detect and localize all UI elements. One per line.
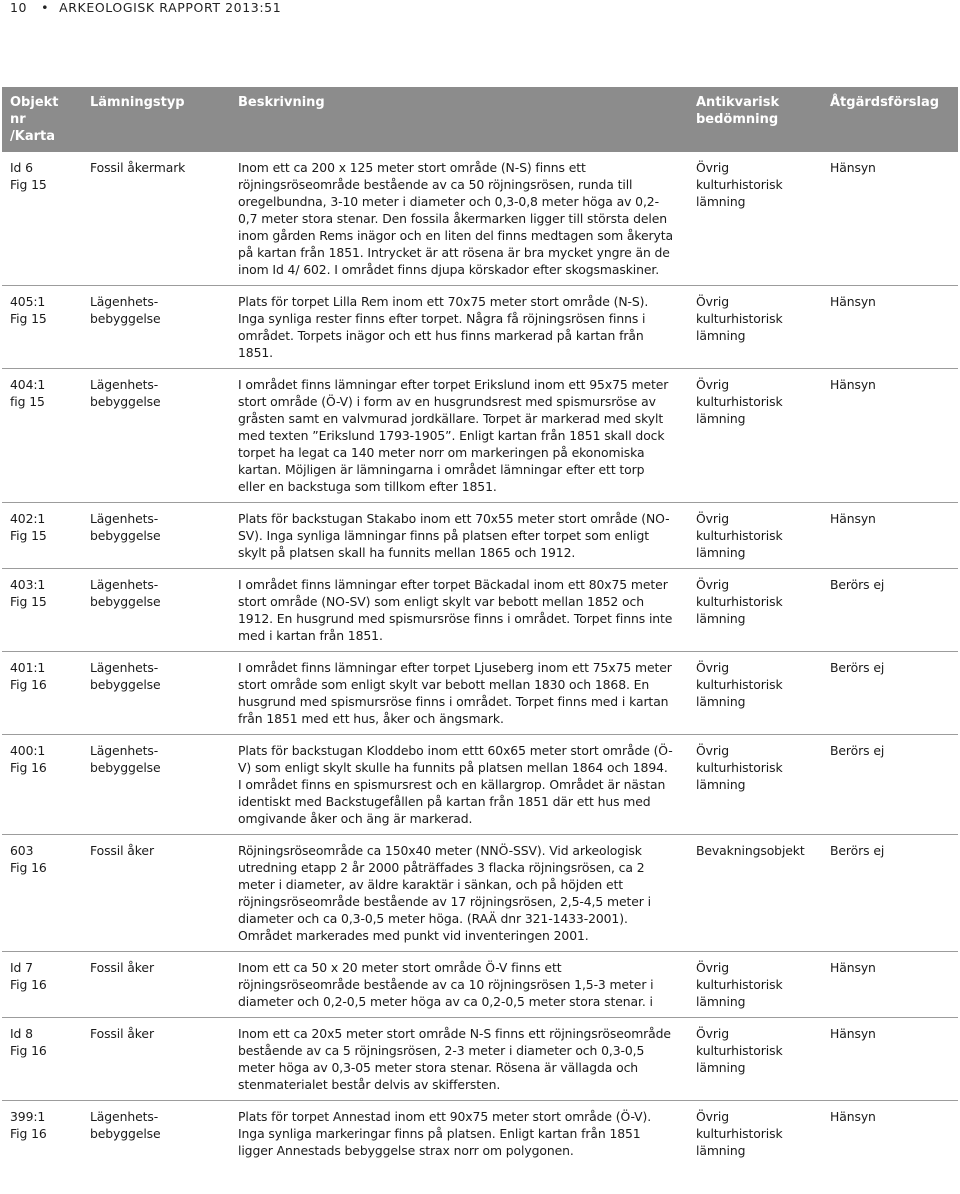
cell-antikvarisk: Övrig kulturhistorisk lämning [696,1109,783,1158]
cell-objekt: 399:1 Fig 16 [10,1109,47,1141]
cell-antikvarisk: Övrig kulturhistorisk lämning [688,286,822,369]
running-head [10,0,281,16]
table-row [2,835,958,952]
cell-antikvarisk: Övrig kulturhistorisk lämning [688,735,822,835]
cell-beskrivning: I området finns lämningar efter torpet Bäckadal inom ett 80x75 meter stort område (NO-SV) som enligt skylt var bebott mellan 1852 och 1912. En husgrund med spismursröse finns i området. Torpet finns inte med i kartan från 1851. [230,569,688,652]
cell-antikvarisk: Övrig kulturhistorisk lämning [688,369,822,503]
cell-atgard: Hänsyn [830,1109,876,1124]
cell-beskrivning: Inom ett ca 200 x 125 meter stort område (N-S) finns ett röjningsröseområde bestående av ca 50 röjningsrösen, runda till oregelbundna, 3-10 meter i diameter och 0,3-0,8 meter höga av 0,2-0,7 meter stora stenar. Den fossila åkermarken ligger till största delen inom gården Rems inägor och en liten del finns medtagen som åkeryta på kartan från 1851. Intrycket är att rösena är bra mycket yngre än de inom Id 4/ 602. I området finns djupa körskador efter skogsmaskiner. [230,152,688,286]
cell-atgard: Berörs ej [822,735,958,835]
cell-atgard: Hänsyn [822,503,958,569]
cell-antikvarisk: Övrig kulturhistorisk lämning [688,569,822,652]
col-header-beskrivning: Beskrivning [230,87,688,152]
cell-typ: Lägenhets- bebyggelse [90,1109,161,1141]
cell-objekt: 402:1 Fig 15 [2,503,82,569]
cell-beskrivning: I området finns lämningar efter torpet Erikslund inom ett 95x75 meter stort område (Ö-V) i form av en husgrundsrest med spismursröse av gråsten samt en valvmurad jordkällare. Torpet är markerad med skylt med texten ”Erikslund 1793-1905”. Enligt kartan från 1851 skall dock torpet ha legat ca 140 meter norr om markeringen på ekonomiska kartan. Möjligen är lämningarna i området lämningar efter ett torp eller en backstuga som tillkom efter 1851. [230,369,688,503]
cell-beskrivning: Röjningsröseområde ca 150x40 meter (NNÖ-SSV). Vid arkeologisk utredning etapp 2 år 2000 påträffades 3 flacka röjningsrösen, ca 2 meter i diameter, av äldre karaktär i sänkan, och på höjden ett röjningsröseområde bestående av 17 röjningsrösen, 2,5-4,5 meter i diameter och ca 0,3-0,5 meter höga. (RAÄ dnr 321-1433-2001). Området markerades med punkt vid inventeringen 2001. [230,835,688,952]
cell-objekt: Id 6 Fig 15 [2,152,82,286]
cell-beskrivning: Inom ett ca 20x5 meter stort område N-S finns ett röjningsröseområde bestående av ca 5 röjningsrösen, 2-3 meter i diameter och 0,3-0,5 meter höga av 0,3-05 meter stora stenar. Rösena är vällagda och stenmaterialet består delvis av skiffersten. [230,1018,688,1101]
cell-atgard: Berörs ej [822,835,958,952]
cell-objekt: 404:1 fig 15 [2,369,82,503]
cell-atgard: Hänsyn [822,369,958,503]
col-header-lamningstyp: Lämningstyp [82,87,230,152]
table-row [2,735,958,835]
report-title: ARKEOLOGISK RAPPORT 2013:51 [59,0,282,15]
cell-beskrivning: Inom ett ca 50 x 20 meter stort område Ö-V finns ett röjningsröseområde bestående av ca 10 röjningsrösen 1,5-3 meter i diameter och 0,2-0,5 meter höga av ca 0,2-0,5 meter stora stenar. i [230,952,688,1018]
table-row [2,1018,958,1101]
table-row [2,503,958,569]
table-row [2,286,958,369]
cell-atgard: Hänsyn [822,952,958,1018]
cell-typ: Fossil åkermark [82,152,230,286]
cell-antikvarisk: Övrig kulturhistorisk lämning [688,503,822,569]
table-row [2,952,958,1018]
cell-beskrivning: Plats för backstugan Kloddebo inom ettt 60x65 meter stort område (Ö-V) som enligt skylt skulle ha funnits på platsen mellan 1864 och 1894. I området finns en spismursrest och en källargrop. Området är nästan identiskt med Backstugefållen på kartan från 1851 där ett hus med omgivande åker och äng är markerad. [230,735,688,835]
cell-beskrivning: I området finns lämningar efter torpet Ljuseberg inom ett 75x75 meter stort område som enligt skylt var bebott mellan 1830 och 1868. En husgrund med spismursröse finns i området. Torpet finns med i kartan från 1851 med ett hus, åker och ängsmark. [230,652,688,735]
cell-antikvarisk: Övrig kulturhistorisk lämning [688,152,822,286]
cell-objekt: 401:1 Fig 16 [2,652,82,735]
cell-objekt: Id 7 Fig 16 [2,952,82,1018]
cell-beskrivning: Plats för torpet Lilla Rem inom ett 70x75 meter stort område (N-S). Inga synliga rester finns efter torpet. Några få röjningsrösen finns i området. Torpets inägor och ett hus finns markerad på kartan från 1851. [230,286,688,369]
cell-objekt: 603 Fig 16 [2,835,82,952]
cell-objekt: 405:1 Fig 15 [2,286,82,369]
cell-objekt: Id 8 Fig 16 [2,1018,82,1101]
table-row [2,369,958,503]
cell-antikvarisk: Övrig kulturhistorisk lämning [688,952,822,1018]
cell-beskrivning: Plats för backstugan Stakabo inom ett 70x55 meter stort område (NO-SV). Inga synliga lämningar finns på platsen efter torpet som enligt skylt på platsen skall ha funnits mellan 1865 och 1912. [230,503,688,569]
col-header-objekt: Objekt nr /Karta [2,87,82,152]
cell-antikvarisk: Övrig kulturhistorisk lämning [688,652,822,735]
cell-atgard: Hänsyn [822,286,958,369]
col-header-atgard: Åtgärdsförslag [822,87,958,152]
cell-typ: Lägenhets- bebyggelse [82,286,230,369]
table-row [2,652,958,735]
cell-typ: Fossil åker [82,1018,230,1101]
table-row [2,152,958,286]
cell-typ: Fossil åker [82,835,230,952]
cell-beskrivning: Plats för torpet Annestad inom ett 90x75 meter stort område (Ö-V). Inga synliga markeringar finns på platsen. Enligt kartan från 1851 ligger Annestads bebyggelse strax norr om polygonen. [238,1109,652,1158]
page-number: 10 [10,0,28,15]
cell-antikvarisk: Övrig kulturhistorisk lämning [688,1018,822,1101]
heritage-table [2,87,958,1166]
header-bullet: • [41,0,50,15]
cell-typ: Lägenhets- bebyggelse [82,569,230,652]
cell-atgard: Hänsyn [822,152,958,286]
cell-antikvarisk: Bevakningsobjekt [688,835,822,952]
table-header-row [2,87,958,152]
cell-objekt: 403:1 Fig 15 [2,569,82,652]
cell-objekt: 400:1 Fig 16 [2,735,82,835]
cell-atgard: Berörs ej [822,569,958,652]
cell-typ: Lägenhets- bebyggelse [82,503,230,569]
table-row [2,569,958,652]
cell-typ: Lägenhets- bebyggelse [82,369,230,503]
cell-atgard: Hänsyn [822,1018,958,1101]
cell-typ: Fossil åker [82,952,230,1018]
table-row [2,1101,958,1167]
col-header-antikvarisk: Antikvarisk bedömning [688,87,822,152]
cell-typ: Lägenhets- bebyggelse [82,735,230,835]
cell-atgard: Berörs ej [822,652,958,735]
cell-typ: Lägenhets- bebyggelse [82,652,230,735]
